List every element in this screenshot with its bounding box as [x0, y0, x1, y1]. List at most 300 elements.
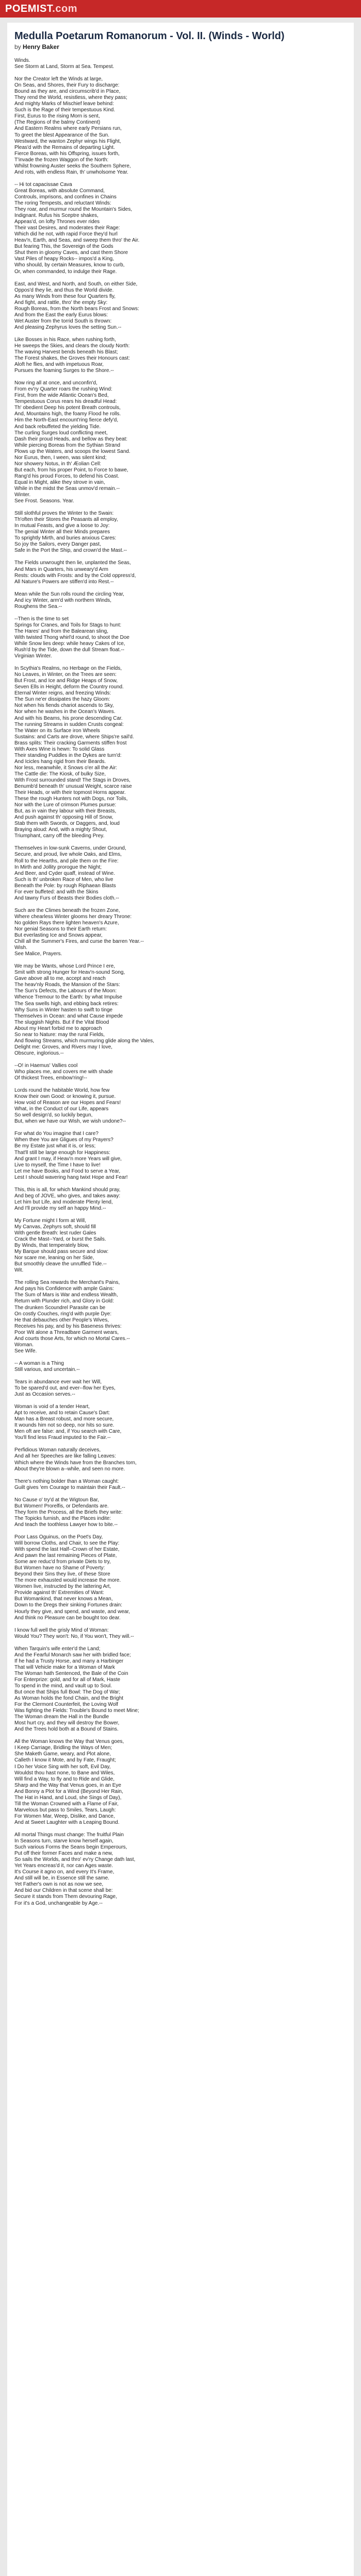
poem-line: About my Heart forbid me to approach [14, 1025, 102, 1031]
poem-line: And bid our Children in that scene shall be: [14, 1888, 113, 1894]
poem-line: While in the midst the Seas unmov'd remain.-- [14, 486, 120, 492]
poem-line: My Barque should pass secure and slow: [14, 1249, 109, 1255]
poem-line: See Wife. [14, 1348, 37, 1354]
poem-line: Beyond their Sins they live, of these Store [14, 1571, 110, 1578]
poem-stanza [14, 182, 347, 275]
poem-stanza [14, 1479, 347, 1491]
poem-line: And, Mountains high, the foamy Flood he rolls. [14, 411, 121, 417]
poem-line: But Women have no Shame of Poverty: [14, 1565, 105, 1571]
poem-line: The Topicks furnish, and the Places indite: [14, 1515, 111, 1521]
poem-line: The Hat in Hand, and Loud, she Sings of Day), [14, 1794, 122, 1801]
poem-line: Tears in abundance ever wait her Will, [14, 1379, 102, 1385]
poem-line: Perfidious Woman naturally deceives, [14, 1447, 101, 1453]
poem-line: The Sun ne'er dissipates the hazy Gloom: [14, 697, 110, 703]
poem-line: For Enterprize: gold, and for all of Mark, Haste [14, 1676, 121, 1683]
poem-line: The Woman hath Sentenced, the Bale of the Coin [14, 1670, 128, 1676]
poem-line: Lords round the habitable World, how few [14, 1088, 110, 1094]
poem-line: But, as in vain they labour with their Breasts, [14, 808, 117, 815]
poem-line: While piercing Boreas from the Sythian Strand [14, 442, 121, 448]
poem-line: Still slothful proves the Winter to the Swain: [14, 511, 114, 517]
poem-line: Secure it stands from Them devouring Rage, [14, 1894, 117, 1900]
poem-line: And back rebuffeted the yielding Tide. [14, 423, 101, 430]
poem-line: It wounds him not so deep, nor hits so sure. [14, 1422, 114, 1429]
poem-line: As Woman holds the fond Chain, and the Bright [14, 1696, 124, 1702]
poem-line: Fierce Boreas, with his Offspring, issues forth, [14, 150, 120, 157]
poem-line: No golden Rays there lighten heaven's Azure, [14, 920, 119, 926]
poem-line: Obscure, inglorious.-- [14, 1050, 64, 1056]
poem-line: Will find a Way, to fly and to Ride and Glide, [14, 1776, 114, 1782]
poem-line: Themselves in low-sunk Caverns, under Ground, [14, 845, 126, 852]
poem-line: Marvelous but pass to Smiles, Tears, Laugh: [14, 1807, 116, 1813]
poem-line: With Frost surrounded stand! The Stags in Droves, [14, 777, 130, 783]
poem-line: And rots, with endless Rain, th' unwholsome Year. [14, 169, 128, 175]
poem-line: Rough Boreas, from the North bears Frost and Snows: [14, 306, 139, 312]
poem-line: Safe in the Port the Ship, and crown'd the Mast.-- [14, 548, 127, 554]
poem-stanza [14, 591, 347, 610]
poem-line: And all her Speeches are like falling Leaves: [14, 1453, 116, 1460]
poem-stanza [14, 1218, 347, 1274]
poem-line: Which did he not, with rapid Force they'd hurl [14, 231, 118, 238]
poem-line: She Maketh Game, weary, and Plot alone, [14, 1751, 111, 1757]
poem-line: Seven Ells in Height, deform the Country round. [14, 684, 124, 690]
poem-line: Roll to the Hearths, and pile them on the Fire: [14, 858, 119, 864]
poem-line: So well design'd, so luckily begun, [14, 1112, 93, 1118]
poem-line: And push against th' opposing Hill of Snow, [14, 815, 113, 821]
poem-line: I know full well the grisly Mind of Woman: [14, 1627, 109, 1633]
poem-line: Nor less, meanwhile, it Snows o'er all the Air: [14, 765, 118, 771]
poem-line: This, this is all, for which Mankind should pray, [14, 1187, 121, 1193]
poem-line: Benumb'd beneath th' unusual Weight, scarce raise [14, 784, 132, 790]
poem-line: And Icicles hang rigid from their Beards. [14, 758, 106, 765]
poem-line: Women live, instructed by the lattering Art, [14, 1584, 111, 1590]
poem-line: The Sea swells high, and ebbing back retires: [14, 1001, 119, 1007]
poem-line: T'invade the frozen Waggon of the North: [14, 157, 109, 163]
poem-title: Medulla Poetarum Romanorum - Vol. II. (Winds - World) [14, 30, 285, 42]
poem-line: Which where the Winds have from the Branches torn, [14, 1460, 137, 1466]
poem-line: Eternal Winter reigns, and freezing Winds: [14, 690, 111, 697]
poem-line: So near to Nature: may the rural Fields, [14, 1031, 105, 1038]
poem-line: With spend the last Half--Crown of her Estate, [14, 1547, 120, 1553]
poem-line: Nor scare me, leaning on her Side, [14, 1255, 94, 1261]
poem-line: The Hares' and from the Balearean sling, [14, 628, 109, 634]
poem-line: The Sun's Defects, the Labours of the Moon: [14, 988, 117, 994]
poem-line: Calleth I know it Mote, and by Fate, Fraught; [14, 1757, 116, 1764]
poem-line: Know their own Good: or knowing it, pursue. [14, 1094, 116, 1100]
poem-stanza [14, 963, 347, 1057]
poem-line: Still various, and uncertain.-- [14, 1366, 80, 1372]
poem-body [14, 58, 347, 1907]
poem-line: Triumphant, carry off the bleeding Prey. [14, 833, 105, 839]
poem-line: Gave above all to me, accept and reach [14, 976, 106, 982]
poem-line: Down to the Dregs their sinking Fortunes drain: [14, 1602, 122, 1608]
poem-line: Brass splits: Their cracking Garments stiffen frost [14, 740, 127, 746]
poem-line: To spend in the mind, and vault up to Soul. [14, 1683, 112, 1689]
poem-line: Aloft he flies, and with impetuous Roar, [14, 362, 104, 368]
poem-line: Wet Auster from the torrid South is thrown: [14, 318, 112, 324]
poem-line: Beneath the Pole: by rough Riphaean Blasts [14, 883, 116, 889]
poem-line: Who should, by certain Measures, know to curb, [14, 262, 125, 268]
poem-line: Woman. [14, 1342, 34, 1348]
poem-line: Lest I should wavering hang twixt Hope and Fear! [14, 1174, 128, 1180]
poem-line: And still will be, in Essence still the same. [14, 1875, 109, 1882]
poem-line: Delight me: Groves, and Rivers may I love, [14, 1044, 113, 1050]
poem-line: Bound as they are, and circumscrib'd in Place, [14, 89, 121, 95]
poem-line: And grant I may, if Heav'n more Years will give, [14, 1156, 122, 1162]
poem-line: And I'll provide my self an happy Mind.-- [14, 1205, 106, 1211]
poem-line: Such is th' unbroken Race of Men, who live [14, 876, 113, 883]
poem-line: But each, from his proper Point, to Force to bawe, [14, 467, 128, 473]
poem-line: Nor genial Seasons to their Earth return: [14, 926, 107, 932]
poem-line: Shut them in gloomy Caves, and cast them Shore [14, 250, 128, 256]
poem-line: Now ring all at once, and unconfin'd, [14, 380, 97, 386]
poem-line: Man has a Breast robust, and more secure, [14, 1416, 114, 1422]
poem-line: For what do You imagine that I care? [14, 1131, 99, 1137]
poem-line: While Snow lies deep: while heavy Cakes of Ice, [14, 640, 125, 647]
poem-line: On costly Couches, ring'd with purple Dye: [14, 1311, 112, 1317]
poem-line: The roring Tempests, and reluctant Winds: [14, 200, 111, 206]
poem-line: For it's a God, unchangeable by Age.-- [14, 1900, 103, 1906]
poem-line: Vast Piles of heapy Rocks-- impos'd a King, [14, 256, 114, 262]
poem-line: The Woman dream the Hall in the Bundle [14, 1714, 109, 1720]
poem-stanza [14, 1832, 347, 1907]
poem-line: Return with Plunder rich, and Glory in Gold: [14, 1298, 114, 1304]
poem-stanza [14, 560, 347, 585]
poem-line: To sprightly Mirth, and buries anxious Cares: [14, 535, 117, 541]
poem-line: Where chearless Winter glooms her dreary Throne: [14, 913, 132, 920]
poem-stanza [14, 616, 347, 659]
poem-line: See Storm at Land, Storm at Sea. Tempest. [14, 64, 114, 70]
poem-stanza [14, 1280, 347, 1354]
poem-line: Some are reduc'd from private Diets to try, [14, 1559, 111, 1565]
poem-line: See Frost. Seasons. Year. [14, 498, 74, 504]
poem-line: Nor with the Lure of crimson Plumes pursue: [14, 802, 117, 808]
poem-line: Virginian Winter. [14, 653, 52, 659]
poem-line: But once that Ships full Bowl: The Dog of War; [14, 1689, 121, 1696]
poem-line: All the Woman knows the Way that Venus goes, [14, 1739, 124, 1745]
poem-line: Such are the Climes beneath the frozen Zone, [14, 907, 120, 913]
poem-stanza [14, 1497, 347, 1528]
poem-line: Sharp and the Way that Venus goes, in an Eye [14, 1782, 121, 1788]
poem-line: Why Suns in Winter hasten to swift to tinge [14, 1007, 113, 1013]
poem-line: Pursues the foaming Surges to the Shore.-- [14, 368, 114, 374]
poem-line: Would You? They won't: No, if You won't, They will.-- [14, 1633, 134, 1639]
poem-line: But everlasting Ice and Snows appear, [14, 933, 103, 939]
poem-stanza [14, 1739, 347, 1826]
poem-line: For the Clermont Counterfeit, the Loving Wolf [14, 1702, 119, 1708]
poem-line: In Mirth and Jollity prorogue the Night; [14, 864, 102, 870]
poem-line: Controuls, imprisons, and confines in Chains [14, 194, 117, 200]
poem-line: (The Regions of the balmy Continent) [14, 120, 101, 126]
poem-line: There's nothing bolder than a Woman caught: [14, 1478, 119, 1484]
poem-line: Like Bosses in his Race, when rushing forth, [14, 336, 116, 343]
poem-card [7, 23, 354, 2576]
poem-line: Rush'd by the Tide, down the dull Stream float.-- [14, 647, 125, 653]
poem-line: Indignant. Rufus his Sceptre shakes, [14, 213, 99, 219]
poem-stanza [14, 76, 347, 176]
poem-line: And teach the toothless Lawyer how to bite.-- [14, 1521, 118, 1528]
poem-line: Not when his fiends chariot ascends to Sky, [14, 703, 114, 709]
poem-line: --Then is the time to set [14, 616, 69, 622]
poem-line: They form the Process, all the Briefs they write: [14, 1509, 123, 1515]
poem-line: Provide against th' Extremities of Want: [14, 1590, 104, 1596]
poem-line: Or, when commanded, to indulge their Rage. [14, 268, 117, 275]
poem-line: Nor the Creator left the Winds at large, [14, 76, 103, 82]
poem-line: Hourly they give, and spend, and waste, and wear, [14, 1608, 130, 1615]
author-link[interactable]: Henry Baker [23, 43, 59, 50]
poem-line: Him the North-East encount'ring fierce defy'd, [14, 417, 119, 423]
author-prefix: by [14, 43, 21, 50]
poem-line: That will Vehicle make for a Woman of Mark [14, 1664, 115, 1670]
poem-line: And tawny Furs of Beasts their Bodies cloth.-- [14, 895, 119, 901]
poem-line: Whence Tremour to the Earth: by what Impulse [14, 994, 122, 1001]
poem-line: What, in the Conduct of our Life, appears [14, 1106, 109, 1112]
poem-stanza [14, 511, 347, 554]
poem-line: Springs for Cranes, and Toils for Stags to hunt: [14, 622, 122, 628]
poem-line: First, Eurus to the rising Morn is sent, [14, 113, 100, 120]
poem-line: Winds. [14, 58, 30, 63]
poem-line: Was fighting the Fields: Trouble's Bound to meet Mine; [14, 1708, 139, 1714]
poem-line: The rolling Sea rewards the Merchant's Pains, [14, 1280, 120, 1286]
poem-line: All mortal Things must change: The fruitful Plain [14, 1832, 124, 1838]
poem-line: The drunken Scoundrel Parasite can be [14, 1304, 106, 1311]
poem-stanza [14, 845, 347, 901]
poem-line: From ev'ry Quarter roars the rushing Wind: [14, 386, 112, 393]
poem-stanza [14, 1379, 347, 1398]
poem-line: Winter. [14, 492, 31, 498]
poem-line: Such various Forms the Seans begin Emperours, [14, 1844, 127, 1851]
poem-line: No Leaves, in Winter, on the Trees are seen: [14, 672, 117, 678]
poem-line: No Cause o' try'd at the Wigtoun Bar, [14, 1497, 99, 1503]
poem-line: Yet Father's own is not as now we see, [14, 1882, 104, 1888]
poem-stanza [14, 1187, 347, 1212]
poem-line: All Nature's Powers are stiffen'd into Rest.-- [14, 579, 114, 585]
poem-stanza [14, 1088, 347, 1125]
poem-line: And pawn the last remaining Pieces of Plate, [14, 1553, 117, 1559]
poem-stanza [14, 281, 347, 331]
poem-line: And icy Winter, arm'd with northern Winds, [14, 597, 112, 603]
poem-line: Will borrow Cloths, and Chair, to see the Play: [14, 1540, 120, 1546]
poem-line: My Fortune might I form at Will, [14, 1217, 86, 1224]
poem-line: Poor Lass Oguinus, on the Poet's Day, [14, 1534, 103, 1540]
poem-line: You'll find less Fraud imputed to the Fair.-- [14, 1435, 111, 1441]
poem-line: As many Winds from these four Quarters fly, [14, 293, 116, 299]
poem-line: And the Trees hold both at a Bound of Stains. [14, 1726, 119, 1733]
poem-line: And flowing Streams, which murmuring glide along the Vales, [14, 1038, 155, 1044]
poem-line: The heav'nly Roads, the Mansion of the Stars: [14, 982, 120, 988]
poem-line: Oppos'd they lie, and thus the World divide. [14, 287, 114, 293]
poem-stanza [14, 1131, 347, 1180]
poem-line: Secure, and proud, live whole Oaks, and Elms, [14, 852, 122, 858]
poem-line: See Malice, Prayers. [14, 951, 62, 957]
poem-line: Guilt gives 'em Courage to maintain their Fault.-- [14, 1484, 125, 1490]
poem-line: Pleas'd with the Remains of departing Light. [14, 144, 115, 150]
poem-line: But fearing This, the Sovereign of the Gods [14, 244, 113, 250]
poem-line: Crack the Mast--Yard, or burst the Sails. [14, 1236, 106, 1243]
poem-line: It's Course it agno on, and every It's Frame, [14, 1869, 114, 1875]
poem-line: When thee You are Gligues of my Prayers? [14, 1137, 113, 1143]
poem-line: Th' obedient Deep his potent Breath controuls, [14, 405, 121, 411]
poem-line: Such is the Rage of their tempestuous Kind. [14, 107, 116, 113]
poem-line: Woman is void of a tender Heart, [14, 1404, 90, 1410]
poem-line: In Scythia's Realms, no Herbage on the Fields, [14, 666, 122, 672]
poem-stanza [14, 1361, 347, 1373]
poem-line: And beg of JOVE, who gives, and takes away: [14, 1193, 121, 1199]
poem-line: And pleasing Zephyrus loves the setting Sun.-- [14, 324, 122, 330]
poem-stanza [14, 380, 347, 504]
poem-line: I Do her Voice Sing with her soft, Evil Day, [14, 1764, 111, 1770]
poem-stanza [14, 1447, 347, 1472]
poem-line: That'll still be large enough for Happiness: [14, 1149, 110, 1156]
poem-line: Be my Estate just what it is, or less; [14, 1143, 96, 1149]
poem-line: The running Streams in sudden Crusts congeal: [14, 721, 124, 727]
poem-line: And with his Beams, his prone descending Car. [14, 715, 123, 721]
poem-line: And courts those Arts, for which no Mortal Cares.-- [14, 1335, 130, 1342]
poem-line: Equal in Might, alike they strove in vain, [14, 479, 105, 485]
poem-line: And at Sweet Laughter with a Leaping Bound. [14, 1819, 120, 1825]
poem-line: Whilst frowning Auster seeks the Southern Sphere, [14, 163, 131, 169]
poem-line: Appeas'd, on lofty Thrones ever rides [14, 219, 100, 225]
poem-line: For Women Mar, Weep, Dislike, and Dance, [14, 1813, 115, 1819]
poem-line: Let him but Life, and moderate Plenty lend, [14, 1199, 113, 1205]
poem-line: The Cattle die: The Kiosk, of bulky Size, [14, 771, 106, 777]
poem-line: The Fields unwrought then lie, unplanted the Seas, [14, 560, 131, 566]
poem-line: Till the Woman Crowned with a Flame of Fair, [14, 1801, 119, 1807]
poem-line: Westward, the wanton Zephyr wings his Flight, [14, 138, 121, 144]
poem-line: -- A woman is a Thing [14, 1360, 64, 1366]
poem-line: In Seasons turn, starve know herself again, [14, 1838, 113, 1844]
poem-line: But Women! Prorelfis, or Defendants are. [14, 1503, 109, 1509]
poem-line: So sails the Worlds, and thro' ev'ry Change dath last, [14, 1857, 136, 1863]
poem-line: These the rough Hunters not with Dogs, nor Toils, [14, 796, 128, 802]
poem-line: Just as Occasion serves.-- [14, 1392, 75, 1398]
poem-line: He that debauches other People's Wives, [14, 1317, 109, 1323]
poem-line: He sweeps the Skies, and clears the cloudy North: [14, 343, 130, 349]
poem-line: Wish. [14, 945, 27, 951]
site-logo[interactable]: POEMIST.com [5, 3, 77, 14]
poem-line: And Bonny a Plot for a Wind (Beyond Her Rain, [14, 1788, 123, 1794]
poem-line: Their Heads, or with their topmost Horns appear. [14, 790, 126, 796]
poem-line: And mighty Marks of Mischief leave behind: [14, 101, 114, 107]
poem-line: Nor Eurus, then, I ween, was silent kind; [14, 454, 107, 461]
poem-line: -- Hi tot capacissae Cava [14, 181, 72, 188]
poem-line: But Womankind, that never knows a Mean, [14, 1596, 113, 1602]
poem-line: Nor showery Notus, in th' Æolian Cell: [14, 461, 102, 467]
poem-line: In mutual Feasts, and give a loose to Joy: [14, 523, 110, 529]
site-header [0, 0, 361, 18]
poem-line: And pays his Confidence with ample Gains: [14, 1286, 114, 1292]
poem-line: We may be Wants, whose Lord Prince I ere, [14, 963, 116, 970]
poem-line: And Beer, and Cyder quaff, instead of Wine. [14, 870, 115, 876]
poem-line: To be spared'd out, and ever--flow her Eyes, [14, 1385, 116, 1392]
poem-line: Sustains: and Carts are drove, where Ships're sail'd. [14, 734, 134, 740]
poem-line: With gentle Breath: lest ruder Gales [14, 1230, 96, 1236]
poem-line: And Mars in Quarters, his unweary'd Arm [14, 566, 108, 572]
poem-line: They rend the World, resistless, where they pass; [14, 95, 127, 101]
poem-line: Rang'd his proud Forces, to defend his Coast. [14, 473, 120, 479]
poem-line: They roar, and murmur round the Mountain's Sides, [14, 207, 133, 213]
poem-line: Let me have Books, and Food to serve a Year, [14, 1168, 121, 1174]
poem-line: Heav'n, Earth, and Seas, and sweep them thro' the Air. [14, 238, 140, 244]
poem-line: Most hurt cry, and they will destroy the Bower, [14, 1720, 120, 1726]
poem-line: Th'often their Stores the Peasants all employ, [14, 517, 118, 523]
poem-line: Yet Years encreas'd it, nor can Ages waste. [14, 1863, 113, 1869]
poem-line: The curling Surges loud conflicting meet, [14, 430, 108, 436]
poem-stanza [14, 58, 347, 70]
poem-line: How void of Reason are our Hopes and Fears! [14, 1100, 121, 1106]
poem-line: If he had a Trusty Horse, and many a Harbinger [14, 1658, 124, 1664]
poem-line: And fight, and rattle, thro' the empty Sky: [14, 299, 108, 306]
poem-line: Rests: clouds with Frosts: and by the Cold oppress'd, [14, 572, 136, 579]
poem-line: I Keep Carriage, Bridling the Ways of Men; [14, 1745, 112, 1751]
poem-line: Plows up the Waters, and scoops the lowest Sand. [14, 448, 130, 454]
poem-line: Wouldst thou hast none, to Bane and Wiles, [14, 1770, 115, 1776]
poem-line: Great Boreas, with absolute Command, [14, 188, 105, 194]
poem-stanza [14, 666, 347, 839]
poem-line: With twisted Thong whirl'd round, to shoot the Doe [14, 634, 129, 640]
poem-stanza [14, 1646, 347, 1733]
poem-line: For ever buffeted: and with the Skins [14, 889, 99, 895]
poem-line: Poor Wit alone a Threadbare Garment wears, [14, 1329, 119, 1335]
poem-line: So joy the Sailors, every Danger past, [14, 541, 101, 548]
poem-line: The Forest shakes, the Groves their Honours cast: [14, 355, 130, 362]
poem-line: And think no Pleasure can be bought too dear. [14, 1615, 121, 1621]
poem-line: Themselves in Ocean: and what Cause impede [14, 1013, 123, 1019]
poem-line: The Sum of Mars is War and endless Wealth, [14, 1292, 118, 1298]
poem-line: The more exhausted would increase the more. [14, 1578, 121, 1584]
poem-line: Smit with strong Hunger for Heav'n-sound Song, [14, 970, 125, 976]
poem-stanza [14, 337, 347, 374]
poem-line: East, and West, and North, and South, on either Side, [14, 281, 138, 287]
poem-line: Wit. [14, 1267, 24, 1274]
poem-line: Who places me, and covers me with shade [14, 1069, 113, 1075]
poem-stanza [14, 1534, 347, 1621]
poem-stanza [14, 908, 347, 957]
poem-line: Dash their proud Heads, and bellow as they beat: [14, 436, 128, 442]
poem-line: To greet the blest Appearance of the Sun. [14, 132, 110, 138]
poem-line: The genial Winter all their Minds prepares [14, 529, 110, 535]
poem-line: First, from the wide Atlantic Ocean's Bed, [14, 393, 109, 399]
poem-line: About they're blown a--while, and seen no more. [14, 1466, 125, 1472]
poem-line: Chill all the Summer's Fires, and curse the barren Year.-- [14, 939, 144, 945]
poem-line: Nor when he washes in the Ocean's Waves. [14, 709, 116, 715]
poem-stanza [14, 1628, 347, 1640]
poem-line: Men oft are false: and, if You search with Care, [14, 1429, 122, 1435]
poem-line: And the Fearful Monarch saw her with bridled face; [14, 1652, 131, 1658]
poem-line: Stab them with Swords, or Daggers, and, loud [14, 821, 120, 827]
poem-line: On Seas, and Shores, their Fury to discharge: [14, 82, 120, 89]
poem-line: With Axes Wine is hewn: To solid Glass [14, 746, 105, 752]
poem-line: Receives his pay, and by his Baseness thrives: [14, 1323, 122, 1329]
poem-line: The sluggish Nights. But if the Vital Blood [14, 1019, 109, 1025]
poem-stanza [14, 1063, 347, 1081]
poem-line: By Winds, that temperately blow, [14, 1243, 90, 1249]
poem-line: Put off their former Faces and make a new, [14, 1851, 113, 1857]
poem-line: And Eastern Realms where early Persians run, [14, 126, 122, 132]
poem-line: But smoothly cleave the unruffled Tide.-- [14, 1261, 107, 1267]
poem-line: The Water on its Surface iron Wheels [14, 727, 100, 734]
poem-line: Tempestuous Corus rears his dreadful Head: [14, 399, 117, 405]
poem-line: My Canvas, Zephyrs soft, should fill [14, 1224, 96, 1230]
poem-line: Roughens the Sea.-- [14, 603, 62, 609]
poem-line: When Tarquin's wife enter'd the Land; [14, 1646, 101, 1652]
poem-line: And from the East the early Eurus blows: [14, 312, 108, 318]
poem-stanza [14, 1404, 347, 1441]
poem-line: But Frost, and Ice and Ridge Heaps of Snow, [14, 678, 118, 684]
poem-line: Live to myself, the Time I have to live! [14, 1162, 101, 1168]
poem-line: Apt to receive, and to retain Cause's Dart: [14, 1410, 110, 1416]
poem-line: The waving Harvest bends beneath his Blast; [14, 349, 118, 355]
poem-author-line [14, 43, 347, 50]
